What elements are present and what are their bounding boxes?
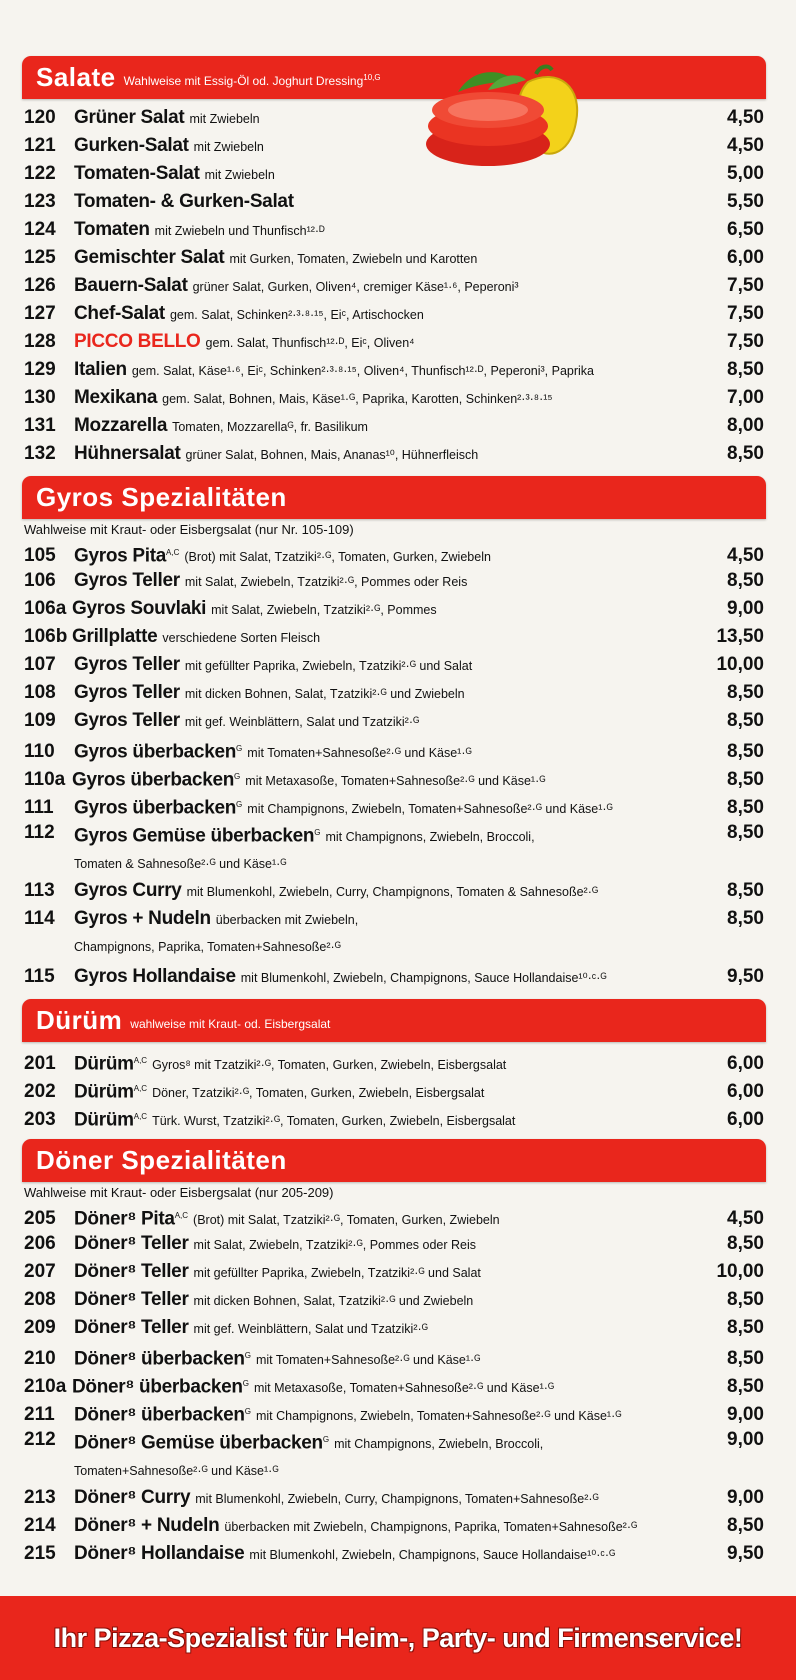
item-body bbox=[74, 272, 704, 301]
item-price: 8,50 bbox=[727, 797, 764, 819]
item-number: 206 bbox=[24, 1233, 56, 1254]
item-description: mit Zwiebeln bbox=[189, 112, 260, 126]
menu-item-row bbox=[22, 1075, 766, 1103]
item-name: Döner⁸ Gemüse überbacken bbox=[74, 1432, 323, 1454]
menu-item-row bbox=[22, 595, 766, 623]
item-description: Gyros⁸ mit Tzatziki²·ᴳ, Tomaten, Gurken, Zwiebeln, Eisbergsalat bbox=[152, 1058, 507, 1073]
item-body bbox=[74, 160, 704, 189]
item-description: mit gef. Weinblättern, Salat und Tzatziki²·ᴳ bbox=[193, 1322, 428, 1336]
item-description: gem. Salat, Käse¹·⁶, Eiᶜ, Schinken²·³·⁸·¹⁵, Oliven⁴, Thunfisch¹²·ᴰ, Peperoni³, Paprika bbox=[131, 364, 594, 378]
item-name: Döner⁸ überbacken bbox=[74, 1348, 245, 1370]
menu-item-row bbox=[22, 819, 766, 877]
item-description: gem. Salat, Bohnen, Mais, Käse¹·ᴳ, Paprika, Karotten, Schinken²·³·⁸·¹⁵ bbox=[162, 392, 553, 406]
menu-item-row bbox=[22, 272, 766, 300]
item-number: 205 bbox=[24, 1208, 56, 1230]
section-header bbox=[22, 476, 766, 519]
item-name: PICCO BELLO bbox=[74, 331, 201, 352]
item-body bbox=[74, 651, 704, 680]
menu-item-row bbox=[22, 160, 766, 188]
item-name: Döner⁸ Curry bbox=[74, 1487, 191, 1508]
item-price: 8,50 bbox=[727, 1515, 764, 1536]
item-description: mit gef. Weinblättern, Salat und Tzatziki²·ᴳ bbox=[184, 715, 420, 729]
item-price: 5,00 bbox=[727, 163, 764, 184]
item-name: Gyros Hollandaise bbox=[74, 966, 236, 987]
menu-item-row bbox=[22, 1426, 766, 1484]
item-body bbox=[74, 905, 704, 960]
item-number: 105 bbox=[24, 545, 56, 567]
item-name: Chef-Salat bbox=[74, 303, 165, 324]
item-body bbox=[74, 216, 704, 245]
item-price: 4,50 bbox=[727, 135, 764, 156]
item-number: 109 bbox=[24, 710, 56, 731]
section-note: Wahlweise mit Kraut- oder Eisbergsalat (nur Nr. 105-109) bbox=[24, 522, 354, 537]
item-description: mit Champignons, Zwiebeln, Tomaten+Sahnesoße²·ᴳ und Käse¹·ᴳ bbox=[247, 802, 613, 817]
item-number: 110 bbox=[24, 741, 55, 763]
menu-item-row bbox=[22, 1398, 766, 1426]
item-name: Grillplatte bbox=[72, 626, 158, 647]
menu-item-row bbox=[22, 623, 766, 651]
item-description: (Brot) mit Salat, Tzatziki²·ᴳ, Tomaten, Gurken, Zwiebeln bbox=[193, 1213, 500, 1228]
item-allergen-sup: A,C bbox=[174, 1211, 189, 1220]
item-description: Türk. Wurst, Tzatziki²·ᴳ, Tomaten, Gurken, Zwiebeln, Eisbergsalat bbox=[152, 1114, 516, 1129]
item-description: mit gefüllter Paprika, Zwiebeln, Tzatziki²·ᴳ und Salat bbox=[193, 1266, 481, 1280]
item-allergen-sup: A,C bbox=[166, 548, 180, 557]
menu-item-row bbox=[22, 244, 766, 272]
item-number: 107 bbox=[24, 654, 56, 675]
menu-item-row bbox=[22, 679, 766, 707]
item-description: mit Champignons, Zwiebeln, Broccoli, bbox=[334, 1437, 544, 1452]
item-description: mit Zwiebeln bbox=[204, 168, 275, 182]
item-price: 8,00 bbox=[727, 415, 764, 436]
section-subtitle-sup: 10,G bbox=[363, 73, 381, 82]
item-body bbox=[74, 1314, 704, 1343]
item-number: 112 bbox=[24, 822, 55, 843]
menu-item-row bbox=[22, 1540, 766, 1568]
item-description: grüner Salat, Bohnen, Mais, Ananas¹⁰, Hühnerfleisch bbox=[185, 448, 479, 462]
item-body bbox=[74, 300, 704, 329]
menu-item-row bbox=[22, 328, 766, 356]
item-description: mit dicken Bohnen, Salat, Tzatziki²·ᴳ und Zwiebeln bbox=[193, 1294, 474, 1308]
item-body bbox=[72, 595, 704, 624]
menu-item-row bbox=[22, 356, 766, 384]
item-name: Gyros überbacken bbox=[74, 741, 237, 763]
item-name: Döner⁸ Teller bbox=[74, 1261, 189, 1282]
item-price: 7,50 bbox=[727, 331, 764, 352]
menu-item-row bbox=[22, 539, 766, 567]
item-name: Tomaten-Salat bbox=[74, 163, 200, 184]
item-name: Hühnersalat bbox=[74, 443, 181, 464]
item-price: 5,50 bbox=[727, 191, 764, 212]
item-description: mit Champignons, Zwiebeln, Broccoli, bbox=[325, 830, 535, 845]
item-body bbox=[74, 963, 704, 992]
item-name: Gyros Curry bbox=[74, 880, 182, 901]
item-body bbox=[74, 328, 704, 357]
menu-item-row bbox=[22, 300, 766, 328]
item-allergen-sup: G bbox=[236, 744, 243, 753]
item-description: mit Metaxasoße, Tomaten+Sahnesoße²·ᴳ und Käse¹·ᴳ bbox=[245, 774, 546, 789]
section-title: Döner Spezialitäten bbox=[36, 1145, 287, 1175]
item-price: 8,50 bbox=[727, 1348, 764, 1370]
item-allergen-sup: G bbox=[314, 828, 321, 837]
item-number: 106 bbox=[24, 570, 56, 591]
item-body bbox=[74, 1512, 704, 1541]
item-description-line2: Tomaten & Sahnesoße²·ᴳ und Käse¹·ᴳ bbox=[74, 857, 287, 872]
item-body bbox=[74, 679, 704, 708]
item-price: 8,50 bbox=[727, 769, 764, 791]
menu-item-row bbox=[22, 1314, 766, 1342]
menu-item-row bbox=[22, 905, 766, 963]
menu-item-row bbox=[22, 567, 766, 595]
item-number: 110a bbox=[24, 769, 66, 791]
menu-item-row bbox=[22, 440, 766, 468]
item-number: 121 bbox=[24, 135, 56, 156]
menu-item-row bbox=[22, 1047, 766, 1075]
item-number: 130 bbox=[24, 387, 56, 408]
item-name: Döner⁸ überbacken bbox=[72, 1376, 243, 1398]
item-price: 13,50 bbox=[716, 626, 764, 647]
section-header bbox=[22, 999, 766, 1042]
item-description: mit Zwiebeln bbox=[193, 140, 264, 154]
item-body bbox=[74, 440, 704, 469]
item-allergen-sup: G bbox=[242, 1379, 249, 1388]
item-price: 8,50 bbox=[727, 908, 764, 929]
item-number: 123 bbox=[24, 191, 56, 212]
section-header bbox=[22, 56, 766, 99]
menu-section bbox=[22, 476, 766, 991]
item-body bbox=[74, 1484, 704, 1513]
item-body bbox=[74, 1258, 704, 1287]
item-number: 207 bbox=[24, 1261, 56, 1282]
item-price: 8,50 bbox=[727, 682, 764, 703]
item-price: 10,00 bbox=[716, 1261, 764, 1282]
item-name: Döner⁸ Teller bbox=[74, 1317, 189, 1338]
item-name: Gemischter Salat bbox=[74, 247, 225, 268]
menu-item-row bbox=[22, 188, 766, 216]
item-price: 8,50 bbox=[727, 359, 764, 380]
section-subtitle-text: Wahlweise mit Essig-Öl od. Joghurt Dressing bbox=[123, 74, 364, 88]
item-price: 8,50 bbox=[727, 1233, 764, 1254]
item-price: 4,50 bbox=[727, 107, 764, 128]
item-number: 129 bbox=[24, 359, 56, 380]
item-name: Gyros Teller bbox=[74, 682, 180, 703]
item-description: mit gefüllter Paprika, Zwiebeln, Tzatziki²·ᴳ und Salat bbox=[184, 659, 473, 673]
item-number: 202 bbox=[24, 1081, 56, 1103]
item-number: 115 bbox=[24, 966, 55, 987]
item-name: Dürüm bbox=[74, 1053, 134, 1075]
item-number: 211 bbox=[24, 1404, 55, 1426]
section-title: Dürüm bbox=[36, 1005, 123, 1035]
footer-banner bbox=[0, 1596, 796, 1680]
item-name: Gyros Teller bbox=[74, 710, 180, 731]
item-number: 201 bbox=[24, 1053, 56, 1075]
item-number: 113 bbox=[24, 880, 55, 901]
item-body bbox=[74, 384, 704, 413]
item-allergen-sup: A,C bbox=[133, 1112, 148, 1121]
item-price: 8,50 bbox=[727, 880, 764, 901]
item-description: mit Champignons, Zwiebeln, Tomaten+Sahnesoße²·ᴳ und Käse¹·ᴳ bbox=[255, 1409, 622, 1424]
section-note: Wahlweise mit Kraut- oder Eisbergsalat (nur 205-209) bbox=[24, 1185, 334, 1200]
item-price: 10,00 bbox=[716, 654, 764, 675]
item-name: Döner⁸ + Nudeln bbox=[74, 1515, 220, 1536]
item-name: Gyros Pita bbox=[74, 545, 167, 567]
section-header bbox=[22, 1139, 766, 1182]
section-subtitle-text: wahlweise mit Kraut- od. Eisbergsalat bbox=[130, 1016, 331, 1031]
menu-item-row bbox=[22, 791, 766, 819]
item-description: mit Blumenkohl, Zwiebeln, Champignons, Sauce Hollandaise¹⁰·ᶜ·ᴳ bbox=[249, 1548, 616, 1562]
menu-item-row bbox=[22, 1202, 766, 1230]
menu-page bbox=[22, 56, 766, 1576]
item-number: 106a bbox=[24, 598, 67, 619]
item-body bbox=[74, 1426, 704, 1484]
item-price: 8,50 bbox=[727, 710, 764, 731]
item-description: (Brot) mit Salat, Tzatziki²·ᴳ, Tomaten, Gurken, Zwiebeln bbox=[184, 550, 491, 565]
item-allergen-sup: A,C bbox=[133, 1084, 148, 1093]
item-body bbox=[74, 1103, 704, 1135]
item-price: 8,50 bbox=[727, 570, 764, 591]
item-description: mit Tomaten+Sahnesoße²·ᴳ und Käse¹·ᴳ bbox=[247, 746, 472, 761]
section-title: Gyros Spezialitäten bbox=[36, 482, 287, 512]
item-name: Grüner Salat bbox=[74, 107, 185, 128]
item-body bbox=[74, 412, 704, 441]
item-price: 6,00 bbox=[727, 1109, 764, 1131]
item-name: Gurken-Salat bbox=[74, 135, 189, 156]
item-description: Tomaten, Mozzarellaᴳ, fr. Basilikum bbox=[172, 420, 368, 434]
item-number: 111 bbox=[24, 797, 54, 819]
item-body bbox=[74, 104, 704, 133]
item-number: 114 bbox=[24, 908, 55, 929]
item-number: 203 bbox=[24, 1109, 56, 1131]
item-price: 7,50 bbox=[727, 303, 764, 324]
menu-item-row bbox=[22, 384, 766, 412]
item-name: Gyros Souvlaki bbox=[72, 598, 207, 619]
menu-item-row bbox=[22, 963, 766, 991]
item-price: 8,50 bbox=[727, 443, 764, 464]
item-name: Döner⁸ Hollandaise bbox=[74, 1543, 245, 1564]
menu-item-row bbox=[22, 132, 766, 160]
menu-item-row bbox=[22, 1286, 766, 1314]
item-price: 6,00 bbox=[727, 1053, 764, 1075]
item-description: mit Blumenkohl, Zwiebeln, Champignons, Sauce Hollandaise¹⁰·ᶜ·ᴳ bbox=[240, 971, 607, 985]
menu-item-row bbox=[22, 412, 766, 440]
item-body bbox=[74, 132, 704, 161]
item-description: mit Tomaten+Sahnesoße²·ᴳ und Käse¹·ᴳ bbox=[255, 1353, 481, 1368]
item-price: 9,50 bbox=[727, 966, 764, 987]
item-name: Gyros überbacken bbox=[74, 797, 237, 819]
item-number: 125 bbox=[24, 247, 56, 268]
item-number: 108 bbox=[24, 682, 56, 703]
item-price: 9,00 bbox=[727, 1429, 764, 1450]
item-price: 8,50 bbox=[727, 1289, 764, 1310]
item-name: Italien bbox=[74, 359, 127, 380]
item-description: mit Zwiebeln und Thunfisch¹²·ᴰ bbox=[154, 224, 325, 238]
item-price: 7,50 bbox=[727, 275, 764, 296]
menu-item-row bbox=[22, 877, 766, 905]
item-price: 8,50 bbox=[727, 822, 764, 843]
item-number: 124 bbox=[24, 219, 56, 240]
item-allergen-sup: G bbox=[234, 772, 241, 781]
item-description: mit Gurken, Tomaten, Zwiebeln und Karotten bbox=[229, 252, 478, 266]
section-subtitle bbox=[130, 1017, 330, 1031]
menu-item-row bbox=[22, 104, 766, 132]
item-number: 120 bbox=[24, 107, 56, 128]
item-allergen-sup: G bbox=[244, 1407, 251, 1416]
item-name: Gyros + Nudeln bbox=[74, 908, 211, 929]
item-name: Bauern-Salat bbox=[74, 275, 188, 296]
item-price: 9,50 bbox=[727, 1543, 764, 1564]
item-body bbox=[74, 1230, 704, 1259]
item-number: 210a bbox=[24, 1376, 67, 1398]
item-description: Döner, Tzatziki²·ᴳ, Tomaten, Gurken, Zwiebeln, Eisbergsalat bbox=[152, 1086, 485, 1101]
item-description: mit Blumenkohl, Zwiebeln, Curry, Champignons, Tomaten & Sahnesoße²·ᴳ bbox=[186, 885, 599, 899]
menu-item-row bbox=[22, 1512, 766, 1540]
item-description: gem. Salat, Thunfisch¹²·ᴰ, Eiᶜ, Oliven⁴ bbox=[205, 336, 415, 350]
menu-section bbox=[22, 56, 766, 468]
item-body bbox=[74, 567, 704, 596]
item-allergen-sup: A,C bbox=[133, 1056, 148, 1065]
menu-section bbox=[22, 999, 766, 1131]
item-allergen-sup: G bbox=[322, 1435, 330, 1444]
menu-item-row bbox=[22, 216, 766, 244]
item-body bbox=[74, 707, 704, 736]
menu-item-row bbox=[22, 1370, 766, 1398]
item-name: Dürüm bbox=[74, 1109, 134, 1131]
item-body bbox=[74, 1286, 704, 1315]
item-body bbox=[74, 188, 704, 217]
item-description: mit Salat, Zwiebeln, Tzatziki²·ᴳ, Pommes oder Reis bbox=[184, 575, 468, 589]
item-name: Döner⁸ Teller bbox=[74, 1289, 189, 1310]
item-name: Mexikana bbox=[74, 387, 158, 408]
item-body bbox=[74, 1540, 704, 1569]
item-description: gem. Salat, Schinken²·³·⁸·¹⁵, Eiᶜ, Artischocken bbox=[169, 308, 424, 322]
item-description: überbacken mit Zwiebeln, bbox=[215, 913, 359, 927]
item-price: 6,00 bbox=[727, 247, 764, 268]
item-name: Gyros überbacken bbox=[72, 769, 235, 791]
item-price: 8,50 bbox=[727, 1376, 764, 1398]
menu-item-row bbox=[22, 1230, 766, 1258]
item-name: Tomaten- & Gurken-Salat bbox=[74, 191, 294, 212]
item-number: 208 bbox=[24, 1289, 56, 1310]
item-price: 8,50 bbox=[727, 741, 764, 763]
item-description: verschiedene Sorten Fleisch bbox=[162, 631, 321, 645]
item-number: 213 bbox=[24, 1487, 56, 1508]
item-body bbox=[74, 356, 704, 385]
item-description: mit Salat, Zwiebeln, Tzatziki²·ᴳ, Pommes bbox=[211, 603, 437, 617]
item-description-line2: Champignons, Paprika, Tomaten+Sahnesoße²·ᴳ bbox=[74, 940, 341, 954]
item-price: 4,50 bbox=[727, 545, 764, 567]
menu-item-row bbox=[22, 1258, 766, 1286]
menu-item-row bbox=[22, 763, 766, 791]
item-name: Dürüm bbox=[74, 1081, 134, 1103]
menu-item-row bbox=[22, 707, 766, 735]
item-number: 212 bbox=[24, 1429, 56, 1450]
tomato-pepper-icon bbox=[418, 62, 588, 172]
item-name: Mozzarella bbox=[74, 415, 168, 436]
item-description: mit Metaxasoße, Tomaten+Sahnesoße²·ᴳ und Käse¹·ᴳ bbox=[253, 1381, 555, 1396]
item-name: Tomaten bbox=[74, 219, 150, 240]
section-title: Salate bbox=[36, 62, 116, 92]
item-price: 9,00 bbox=[727, 1487, 764, 1508]
item-description: grüner Salat, Gurken, Oliven⁴, cremiger Käse¹·⁶, Peperoni³ bbox=[192, 280, 519, 294]
item-name: Gyros Teller bbox=[74, 654, 180, 675]
item-body bbox=[74, 877, 704, 906]
item-number: 106b bbox=[24, 626, 68, 647]
item-number: 214 bbox=[24, 1515, 56, 1536]
item-body bbox=[74, 819, 704, 877]
item-allergen-sup: G bbox=[244, 1351, 251, 1360]
item-allergen-sup: G bbox=[236, 800, 243, 809]
item-number: 209 bbox=[24, 1317, 56, 1338]
item-price: 4,50 bbox=[727, 1208, 764, 1230]
menu-item-row bbox=[22, 1484, 766, 1512]
item-number: 126 bbox=[24, 275, 56, 296]
item-number: 215 bbox=[24, 1543, 56, 1564]
item-description: mit Blumenkohl, Zwiebeln, Curry, Champignons, Tomaten+Sahnesoße²·ᴳ bbox=[195, 1492, 599, 1506]
item-name: Döner⁸ überbacken bbox=[74, 1404, 245, 1426]
item-price: 9,00 bbox=[727, 1404, 764, 1426]
item-name: Döner⁸ Teller bbox=[74, 1233, 189, 1254]
item-price: 7,00 bbox=[727, 387, 764, 408]
item-body bbox=[74, 244, 704, 273]
section-subtitle bbox=[124, 73, 381, 88]
item-description-line2: Tomaten+Sahnesoße²·ᴳ und Käse¹·ᴳ bbox=[74, 1464, 279, 1479]
menu-item-row bbox=[22, 735, 766, 763]
item-price: 8,50 bbox=[727, 1317, 764, 1338]
item-name: Gyros Gemüse überbacken bbox=[74, 825, 315, 847]
item-number: 132 bbox=[24, 443, 56, 464]
item-description: überbacken mit Zwiebeln, Champignons, Paprika, Tomaten+Sahnesoße²·ᴳ bbox=[224, 1520, 638, 1534]
menu-item-row bbox=[22, 1342, 766, 1370]
item-body bbox=[72, 623, 704, 652]
item-number: 210 bbox=[24, 1348, 56, 1370]
menu-item-row bbox=[22, 1103, 766, 1131]
item-price: 6,00 bbox=[727, 1081, 764, 1103]
item-number: 128 bbox=[24, 331, 56, 352]
item-number: 127 bbox=[24, 303, 56, 324]
footer-slogan: Ihr Pizza-Spezialist für Heim-, Party- und Firmenservice! bbox=[53, 1622, 743, 1653]
item-name: Döner⁸ Pita bbox=[74, 1208, 175, 1230]
item-description: mit dicken Bohnen, Salat, Tzatziki²·ᴳ und Zwiebeln bbox=[184, 687, 465, 701]
item-price: 6,50 bbox=[727, 219, 764, 240]
item-number: 122 bbox=[24, 163, 56, 184]
item-number: 131 bbox=[24, 415, 56, 436]
menu-item-row bbox=[22, 651, 766, 679]
item-price: 9,00 bbox=[727, 598, 764, 619]
item-name: Gyros Teller bbox=[74, 570, 180, 591]
menu-section bbox=[22, 1139, 766, 1568]
item-description: mit Salat, Zwiebeln, Tzatziki²·ᴳ, Pommes oder Reis bbox=[193, 1238, 476, 1252]
